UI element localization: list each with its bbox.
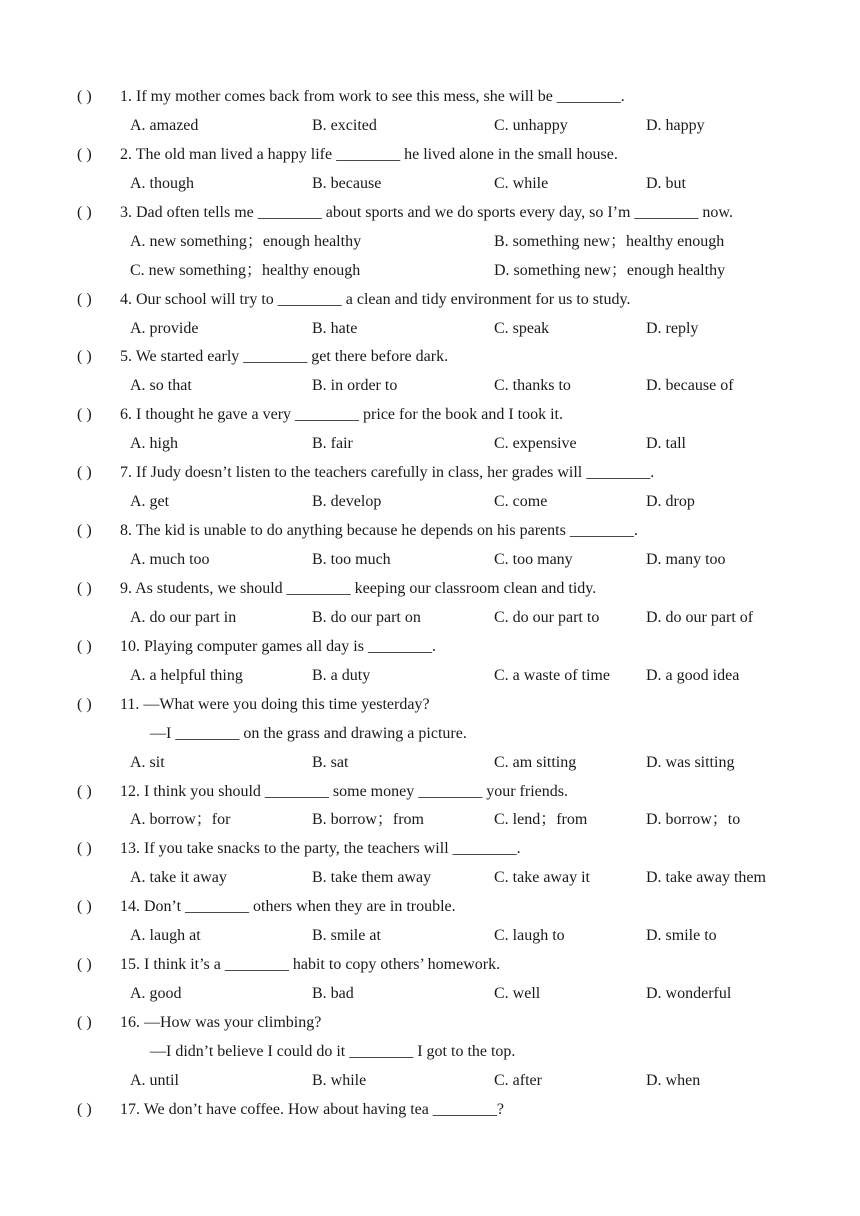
- option[interactable]: D. do our part of: [646, 608, 754, 626]
- option[interactable]: C. well: [494, 985, 541, 1003]
- question-9: [0, 575, 860, 604]
- option[interactable]: C. come: [494, 493, 548, 511]
- option[interactable]: D. many too: [646, 551, 726, 568]
- question-text: 17. We don’t have coffee. How about having tea ________?: [120, 1100, 504, 1118]
- question-text: 10. Playing computer games all day is ________.: [120, 637, 436, 655]
- option[interactable]: C. new something；healthy enough: [130, 261, 361, 279]
- option[interactable]: D. because of: [646, 377, 734, 395]
- option[interactable]: D. wonderful: [646, 985, 732, 1003]
- option[interactable]: A. sit: [130, 753, 165, 771]
- options-row: [0, 1067, 860, 1096]
- question-16: [0, 1009, 860, 1038]
- option[interactable]: B. borrow；from: [312, 811, 424, 829]
- options-row: [0, 257, 860, 286]
- option[interactable]: A. new something；enough healthy: [130, 232, 362, 250]
- options-row: [0, 372, 860, 401]
- option[interactable]: A. take it away: [130, 869, 227, 887]
- question-6: [0, 401, 860, 430]
- option[interactable]: D. something new；enough healthy: [494, 261, 726, 279]
- question-10: [0, 633, 860, 662]
- option[interactable]: C. after: [494, 1071, 542, 1089]
- question-13: [0, 835, 860, 864]
- option[interactable]: C. speak: [494, 319, 550, 337]
- option[interactable]: B. excited: [312, 116, 377, 134]
- option[interactable]: A. provide: [130, 319, 199, 337]
- option[interactable]: C. thanks to: [494, 377, 571, 395]
- option[interactable]: B. bad: [312, 985, 354, 1003]
- answer-blank[interactable]: ( ): [77, 406, 92, 424]
- question-text: 1. If my mother comes back from work to see this mess, she will be ________.: [120, 88, 625, 105]
- option[interactable]: D. tall: [646, 435, 686, 453]
- question-text: 14. Don’t ________ others when they are in trouble.: [120, 898, 456, 916]
- exercise-sheet: [0, 83, 860, 1125]
- answer-blank[interactable]: ( ): [77, 695, 92, 713]
- question-7: [0, 459, 860, 488]
- question-text: 3. Dad often tells me ________ about sports and we do sports every day, so I’m ________ now.: [120, 203, 733, 221]
- option[interactable]: B. too much: [312, 551, 391, 568]
- options-row: [0, 980, 860, 1009]
- option[interactable]: C. take away it: [494, 869, 590, 887]
- option[interactable]: D. take away them: [646, 869, 766, 887]
- question-3: [0, 199, 860, 228]
- option[interactable]: A. good: [130, 985, 182, 1003]
- question-14: [0, 893, 860, 922]
- question-text: 4. Our school will try to ________ a clean and tidy environment for us to study.: [120, 290, 631, 308]
- option[interactable]: C. do our part to: [494, 608, 600, 626]
- question-text: 9. As students, we should ________ keeping our classroom clean and tidy.: [120, 579, 597, 597]
- option[interactable]: A. high: [130, 435, 178, 453]
- option[interactable]: A. borrow；for: [130, 811, 231, 829]
- option[interactable]: C. lend；from: [494, 811, 588, 829]
- option[interactable]: A. much too: [130, 551, 210, 568]
- options-row: [0, 922, 860, 951]
- question-17: [0, 1096, 860, 1125]
- option[interactable]: B. a duty: [312, 666, 371, 684]
- question-text: 15. I think it’s a ________ habit to copy others’ homework.: [120, 956, 501, 974]
- option[interactable]: A. do our part in: [130, 608, 237, 626]
- options-row: [0, 315, 860, 344]
- option[interactable]: C. laugh to: [494, 927, 565, 945]
- option[interactable]: C. while: [494, 174, 549, 192]
- option[interactable]: B. develop: [312, 493, 382, 511]
- question-reply-text: —I ________ on the grass and drawing a picture.: [150, 724, 467, 742]
- question-8: [0, 517, 860, 546]
- option[interactable]: C. unhappy: [494, 116, 568, 134]
- answer-blank[interactable]: ( ): [77, 348, 92, 366]
- option[interactable]: C. am sitting: [494, 753, 577, 771]
- answer-blank[interactable]: ( ): [77, 637, 92, 655]
- option[interactable]: C. expensive: [494, 435, 577, 453]
- options-row: [0, 806, 860, 835]
- options-row: [0, 228, 860, 257]
- question-text: 5. We started early ________ get there before dark.: [120, 348, 449, 366]
- option[interactable]: A. amazed: [130, 116, 199, 134]
- option[interactable]: B. something new；healthy enough: [494, 232, 725, 250]
- option[interactable]: B. smile at: [312, 927, 381, 945]
- option[interactable]: B. take them away: [312, 869, 432, 887]
- option[interactable]: B. fair: [312, 435, 353, 453]
- question-text: 11. —What were you doing this time yesterday?: [120, 695, 430, 713]
- option[interactable]: B. hate: [312, 319, 358, 337]
- question-text: 12. I think you should ________ some money ________ your friends.: [120, 782, 568, 800]
- answer-blank[interactable]: ( ): [77, 290, 92, 308]
- answer-blank[interactable]: ( ): [77, 956, 92, 974]
- option[interactable]: D. borrow；to: [646, 811, 741, 829]
- question-text: 16. —How was your climbing?: [120, 1014, 322, 1031]
- option[interactable]: D. smile to: [646, 927, 717, 945]
- options-row: [0, 604, 860, 633]
- option[interactable]: B. sat: [312, 753, 349, 771]
- option[interactable]: A. until: [130, 1071, 179, 1089]
- answer-blank[interactable]: ( ): [77, 145, 92, 163]
- option[interactable]: D. but: [646, 174, 686, 192]
- answer-blank[interactable]: ( ): [77, 782, 92, 800]
- answer-blank[interactable]: ( ): [77, 1014, 92, 1031]
- question-12: [0, 778, 860, 807]
- options-row: [0, 170, 860, 199]
- question-text: 13. If you take snacks to the party, the teachers will ________.: [120, 840, 521, 858]
- option[interactable]: D. a good idea: [646, 666, 740, 684]
- options-row: [0, 488, 860, 517]
- answer-blank[interactable]: ( ): [77, 579, 92, 597]
- option[interactable]: D. was sitting: [646, 753, 735, 771]
- option[interactable]: A. laugh at: [130, 927, 201, 945]
- option[interactable]: D. reply: [646, 319, 699, 337]
- question-text: 2. The old man lived a happy life ________ he lived alone in the small house.: [120, 145, 618, 163]
- options-row: [0, 662, 860, 691]
- option[interactable]: A. so that: [130, 377, 192, 395]
- option[interactable]: D. drop: [646, 493, 695, 511]
- question-15: [0, 951, 860, 980]
- question-11-reply: [0, 720, 860, 749]
- option[interactable]: D. happy: [646, 116, 705, 134]
- answer-blank[interactable]: ( ): [77, 464, 92, 482]
- question-reply-text: —I didn’t believe I could do it ________ I got to the top.: [150, 1042, 516, 1060]
- options-row: [0, 749, 860, 778]
- question-16-reply: [0, 1038, 860, 1067]
- question-text: 7. If Judy doesn’t listen to the teachers carefully in class, her grades will ________.: [120, 464, 655, 482]
- option[interactable]: C. a waste of time: [494, 666, 610, 684]
- option[interactable]: A. a helpful thing: [130, 666, 243, 684]
- answer-blank[interactable]: ( ): [77, 203, 92, 221]
- answer-blank[interactable]: ( ): [77, 898, 92, 916]
- answer-blank[interactable]: ( ): [77, 522, 92, 540]
- option[interactable]: B. while: [312, 1071, 367, 1089]
- question-11: [0, 691, 860, 720]
- question-5: [0, 343, 860, 372]
- options-row: [0, 112, 860, 141]
- option[interactable]: A. get: [130, 493, 170, 511]
- option[interactable]: B. in order to: [312, 377, 398, 395]
- option[interactable]: B. because: [312, 174, 382, 192]
- question-text: 8. The kid is unable to do anything because he depends on his parents ________.: [120, 522, 638, 540]
- options-row: [0, 546, 860, 575]
- answer-blank[interactable]: ( ): [77, 1100, 92, 1118]
- answer-blank[interactable]: ( ): [77, 840, 92, 858]
- options-row: [0, 864, 860, 893]
- option[interactable]: C. too many: [494, 551, 573, 568]
- question-2: [0, 141, 860, 170]
- question-1: [0, 83, 860, 112]
- option[interactable]: B. do our part on: [312, 608, 421, 626]
- option[interactable]: D. when: [646, 1071, 701, 1089]
- options-row: [0, 430, 860, 459]
- question-4: [0, 286, 860, 315]
- option[interactable]: A. though: [130, 174, 194, 192]
- answer-blank[interactable]: ( ): [77, 88, 92, 105]
- question-text: 6. I thought he gave a very ________ price for the book and I took it.: [120, 406, 563, 424]
